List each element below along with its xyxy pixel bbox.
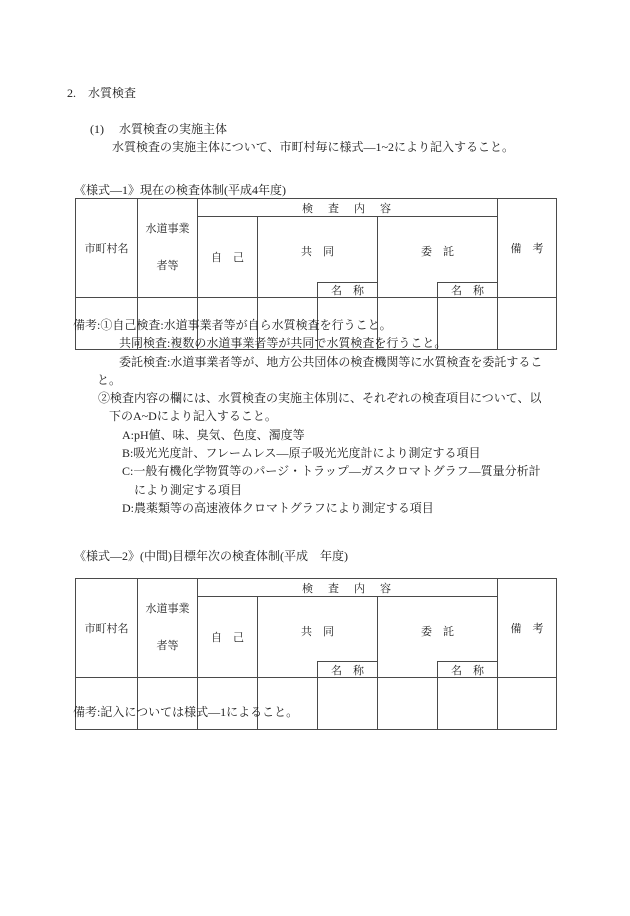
- header-supplier-line1: 水道事業: [145, 223, 190, 235]
- notes-line: D:農薬類等の高速液体クロマトグラフにより測定する項目: [122, 500, 434, 515]
- data-cell: [378, 678, 438, 730]
- data-cell: [498, 678, 557, 730]
- notes-line: 下のA~Dにより記入すること。: [109, 409, 277, 424]
- data-cell: [438, 678, 498, 730]
- header-consignment: [378, 217, 498, 298]
- data-cell: [198, 678, 258, 730]
- header-joint: [258, 217, 378, 298]
- header-supplier: [138, 579, 198, 678]
- header-joint-name: 名 称: [317, 661, 377, 677]
- header-remarks: 備 考: [498, 579, 557, 678]
- notes-line: 共同検査:複数の水道事業者等が共同で水質検査を行うこと。: [119, 336, 447, 351]
- header-municipality: 市町村名: [76, 579, 138, 678]
- notes-line: A:pH値、味、臭気、色度、濁度等: [122, 427, 305, 442]
- subsection-title: (1) 水質検査の実施主体: [90, 122, 227, 136]
- header-supplier: [138, 199, 198, 298]
- notes-line: B:吸光光度計、フレームレス—原子吸光光度計により測定する項目: [122, 446, 481, 461]
- header-joint-label: 共 同: [301, 246, 334, 259]
- data-cell: [76, 678, 138, 730]
- header-consignment-name: 名 称: [437, 282, 497, 297]
- notes-line: により測定する項目: [134, 482, 243, 497]
- header-consignment-label: 委 託: [421, 626, 454, 639]
- section-title: 2. 水質検査: [67, 86, 137, 100]
- form1-title: 《様式—1》現在の検査体制(平成4年度): [74, 183, 286, 197]
- header-inspection-content: 検 査 内 容: [198, 579, 498, 597]
- header-self-check: 自 己: [198, 217, 258, 298]
- notes-line: ②検査内容の欄には、水質検査の実施主体別に、それぞれの検査項目について、以: [98, 391, 542, 406]
- form2-title: 《様式—2》(中間)目標年次の検査体制(平成 年度): [74, 549, 348, 563]
- notes-line: 備考:①自己検査:水道事業者等が自ら水質検査を行うこと。: [73, 318, 392, 332]
- header-supplier-line2: 者等: [156, 640, 179, 652]
- data-cell: [318, 678, 378, 730]
- header-consignment-label: 委 託: [421, 246, 454, 259]
- notes-line: 委託検査:水道事業者等が、地方公共団体の検査機関等に水質検査を委託するこ: [119, 354, 543, 369]
- header-supplier-line2: 者等: [156, 260, 179, 272]
- data-cell: [258, 678, 318, 730]
- header-inspection-content: 検 査 内 容: [198, 199, 498, 217]
- form2-note: 備考:記入については様式—1によること。: [73, 705, 299, 719]
- subsection-body: 水質検査の実施主体について、市町村毎に様式—1~2により記入すること。: [112, 140, 515, 154]
- header-consignment: [378, 597, 498, 678]
- header-municipality: 市町村名: [76, 199, 138, 298]
- form1-notes: [73, 316, 542, 517]
- header-consignment-name: 名 称: [437, 661, 497, 677]
- header-joint-name: 名 称: [317, 282, 377, 297]
- notes-line: と。: [97, 372, 122, 387]
- header-supplier-line1: 水道事業: [145, 603, 190, 615]
- header-remarks: 備 考: [498, 199, 557, 298]
- header-self-check: 自 己: [198, 597, 258, 678]
- header-joint: [258, 597, 378, 678]
- notes-line: C:一般有機化学物質等のパージ・トラップ—ガスクロマトグラフ—質量分析計: [122, 464, 541, 479]
- data-cell: [138, 678, 198, 730]
- header-joint-label: 共 同: [301, 626, 334, 639]
